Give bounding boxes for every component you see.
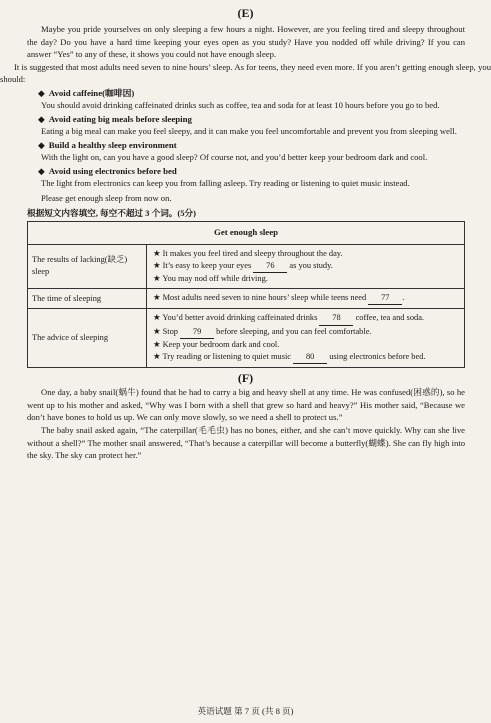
diamond-icon: ◆	[38, 165, 45, 176]
tip-text: The light from electronics can keep you from falling asleep. Try reading or listening to quiet music instead.	[41, 178, 410, 189]
tip-heading: ◆ Build a healthy sleep environment	[38, 139, 177, 150]
tips-list	[0, 87, 491, 190]
section-f-title: (F)	[237, 371, 254, 386]
closing-line: Please get enough sleep from now on.	[41, 192, 172, 203]
instruction: 根据短文内容填空, 每空不超过 3 个词。(5分)	[27, 207, 197, 218]
answer-blank-76[interactable]: 76	[253, 260, 287, 273]
table-row	[28, 309, 465, 368]
star-icon: ★	[153, 339, 161, 349]
answer-blank-80[interactable]: 80	[293, 351, 327, 364]
tip-heading: ◆ Avoid using electronics before bed	[38, 165, 177, 176]
answer-blank-77[interactable]: 77	[368, 292, 402, 305]
diamond-icon: ◆	[38, 113, 45, 124]
table-row	[28, 244, 465, 289]
section-e-title: (E)	[237, 6, 254, 20]
fill-in-table	[27, 221, 465, 369]
list-item: ★ Try reading or listening to quiet music 80 using electronics before bed.	[153, 351, 458, 364]
tip-heading: ◆ Avoid caffeine(咖啡因)	[38, 87, 135, 98]
list-item: ★ It makes you feel tired and sleepy throughout the day.	[153, 248, 343, 258]
list-item: ★ You may nod off while driving.	[153, 273, 268, 283]
diamond-icon: ◆	[38, 139, 45, 150]
star-icon: ★	[153, 326, 161, 336]
table-row	[28, 289, 465, 309]
section-f-para2: The baby snail asked again, “The caterpillar(毛毛虫) has no bones, either, and she can’t move quickly. Why can she live without a shell?” The mother snail answered, “That’s because a caterpillar will become a butterfly(蝴蝶). She can fly high into the sky. The sky can protect her.”	[27, 424, 465, 461]
list-item: ★ Keep your bedroom dark and cool.	[153, 339, 280, 349]
section-f-para1: One day, a baby snail(蜗牛) found that he had to carry a big and heavy shell at any time. He was confused(困惑的), so he went up to his mother and asked, “Why was I born with a shell that grew so hard and heavy?” His mother said, “Because we don’t have bones to hold us up. We can only move slowly, so we need a shell to protect us.”	[27, 387, 465, 423]
diamond-icon: ◆	[38, 87, 45, 98]
page-footer: 英语试题 第 7 页 (共 8 页)	[197, 706, 294, 716]
star-icon: ★	[153, 273, 161, 283]
section-e-para2: It is suggested that most adults need seven to nine hours’ sleep. As for teens, they need even more. If you aren’t getting enough sleep, you should:	[0, 61, 491, 85]
star-icon: ★	[153, 293, 161, 303]
section-e-intro: Maybe you pride yourselves on only sleeping a few hours a night. However, are you feeling tired and sleepy throughout the day? Do you have a hard time keeping your eyes open as you study? Have you nodded off while driving? If you can answer “Yes” to any of these, it shows you could not have enough sleep.	[27, 24, 465, 60]
star-icon: ★	[153, 351, 161, 361]
answer-blank-78[interactable]: 78	[319, 312, 353, 325]
list-item: ★ It’s easy to keep your eyes 76 as you study.	[153, 260, 458, 273]
tip-text: Eating a big meal can make you feel sleepy, and it can make you feel uncomfortable and prevent you from sleeping well.	[41, 126, 457, 137]
star-icon: ★	[153, 248, 161, 258]
row-items	[147, 309, 465, 368]
tip-text: With the light on, can you have a good sleep? Of course not, and you’d better keep your bedroom dark and cool.	[41, 152, 428, 163]
list-item: ★ Stop 79 before sleeping, and you can feel comfortable.	[153, 326, 458, 339]
row-items	[147, 289, 465, 309]
list-item: ★ Most adults need seven to nine hours’ sleep while teens need 77 .	[153, 292, 458, 305]
row-label: The advice of sleeping	[28, 309, 147, 368]
tip-text: You should avoid drinking caffeinated drinks such as coffee, tea and soda for at least 10 hours before you go to bed.	[41, 100, 440, 111]
row-items	[147, 244, 465, 289]
tip-heading: ◆ Avoid eating big meals before sleeping	[38, 113, 192, 124]
row-label: The time of sleeping	[28, 289, 147, 309]
row-label: The results of lacking(缺乏) sleep	[28, 244, 147, 289]
list-item: ★ You’d better avoid drinking caffeinated drinks 78 coffee, tea and soda.	[153, 312, 458, 325]
answer-blank-79[interactable]: 79	[180, 326, 214, 339]
star-icon: ★	[153, 313, 161, 323]
star-icon: ★	[153, 260, 161, 270]
table-header: Get enough sleep	[28, 221, 465, 244]
